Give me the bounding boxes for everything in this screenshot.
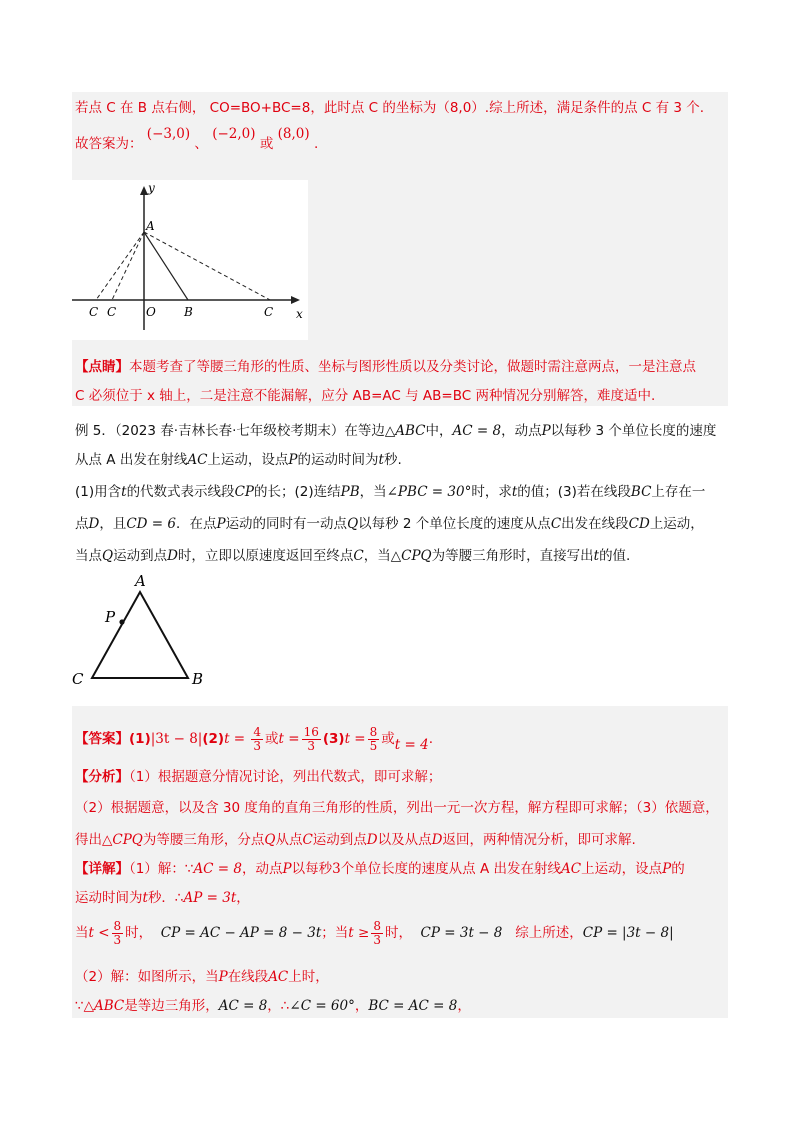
triangle-label-c: C [72, 670, 84, 688]
comment-tag: 【点睛】 [75, 359, 129, 375]
detail-fraction-1: $\frac{8}{3}$ [113, 918, 122, 947]
analysis-line-2: （2）根据题意，以及含 30 度角的直角三角形的性质，列出一元一次方程，解方程即可求解；（3）依题意， [75, 800, 719, 816]
answer-fraction-3: $\frac{8}{5}$ [369, 724, 378, 753]
point-c1-label: C [89, 305, 99, 319]
detail-line-2: 运动时间为t秒．∴AP = 3t， [75, 890, 250, 906]
analysis-line-3: 得出△CPQ为等腰三角形，分点Q从点C运动到点D以及从点D返回，两种情况分析，即可求解. [75, 832, 636, 848]
x-label: x [296, 307, 303, 321]
answer-line: 【答案】(1)|3t − 8|(2)t = $\frac{4}{3}$ 或t = $\frac{16}{3}$ (3)t = $\frac{8}{5}$ 或t = 4. [75, 724, 433, 753]
answer-fraction-2: $\frac{16}{3}$ [303, 724, 319, 753]
y-label: y [148, 181, 155, 195]
detail-line-5: ∵△ABC是等边三角形，AC = 8，∴∠C = 60°，BC = AC = 8， [75, 998, 471, 1014]
example-line-4: 点D，且CD = 6．在点P运动的同时有一动点Q以每秒 2 个单位长度的速度从点C出发在线段CD上运动， [75, 516, 704, 532]
triangle-abc [92, 592, 188, 678]
previous-answer-line-2: 故答案为： (−3,0) 、 (−2,0) 或 (8,0) . [75, 126, 319, 152]
triangle-label-p: P [105, 608, 116, 626]
coordinate-figure [72, 180, 308, 340]
detail-line-4: （2）解：如图所示，当P在线段AC上时， [75, 969, 329, 985]
origin-label: O [146, 305, 156, 319]
comment-line-1: 【点睛】本题考查了等腰三角形的性质、坐标与图形性质以及分类讨论，做题时需注意两点，一是注意点 [75, 359, 696, 375]
point-a-label: A [146, 219, 155, 233]
triangle-figure [68, 572, 218, 692]
example-line-2: 从点 A 出发在射线AC上运动，设点P的运动时间为t秒. [75, 452, 402, 468]
example-line-3: (1)用含t的代数式表示线段CP的长；(2)连结PB，当∠PBC = 30°时，求t的值；(3)若在线段BC上存在一 [75, 484, 706, 500]
analysis-line-1: 【分析】（1）根据题意分情况讨论，列出代数式，即可求解； [75, 769, 442, 785]
comment-line-2: C 必须位于 x 轴上，二是注意不能漏解，应分 AB=AC 与 AB=BC 两种情况分别解答，难度适中. [75, 388, 656, 404]
example-line-1: 例 5．（2023 春·吉林长春·七年级校考期末）在等边△ABC中，AC = 8，动点P以每秒 3 个单位长度的速度 [75, 423, 717, 439]
example-line-5: 当点Q运动到点D时，立即以原速度返回至终点C，当△CPQ为等腰三角形时，直接写出t的值. [75, 548, 631, 564]
previous-answer-line-1: 若点 C 在 B 点右侧， CO=BO+BC=8，此时点 C 的坐标为（8,0）.综上所述，满足条件的点 C 有 3 个. [75, 100, 705, 116]
point-c3-label: C [264, 305, 274, 319]
detail-line-3: 当t < $\frac{8}{3}$ 时， CP = AC − AP = 8 − 3t；当t ≥ $\frac{8}{3}$ 时， CP = 3t − 8 综上所述，CP = |3t − 8| [75, 918, 674, 947]
detail-fraction-2: $\frac{8}{3}$ [373, 918, 381, 947]
triangle-label-b: B [192, 670, 204, 688]
point-c2-label: C [107, 305, 117, 319]
answer-fraction-1: $\frac{4}{3}$ [253, 724, 262, 753]
triangle-label-a: A [135, 572, 146, 590]
point-b-label: B [184, 305, 193, 319]
point-p [119, 619, 124, 624]
detail-line-1: 【详解】（1）解：∵AC = 8，动点P以每秒3个单位长度的速度从点 A 出发在射线AC上运动，设点P的 [75, 861, 685, 877]
